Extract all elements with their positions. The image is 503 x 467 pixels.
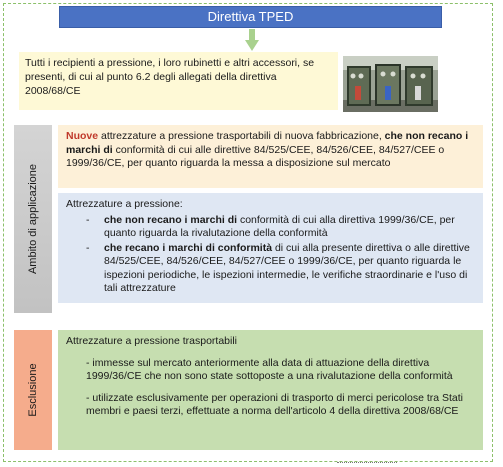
side-label-ambito <box>14 125 52 313</box>
box1-bold-1: che non recano i marchi di <box>66 130 469 156</box>
box2-item1-text: conformità di cui alla direttiva 1999/36/CE, per quanto riguarda la rivalutazione della conformità <box>104 213 455 239</box>
gas-cylinders-photo <box>343 56 438 112</box>
box2-item2-text: di cui alla presente direttiva o alle direttive 84/525/CEE, 84/526/CEE, 84/527/CEE o 1999/36/CE, per quanto riguarda le ispezioni periodiche, le ispezioni intermedie, le verifiche straordinarie e l'uso di tali attrezzature <box>104 241 470 294</box>
box2-heading: Attrezzature a pressione: <box>66 198 183 210</box>
exclusion-item-2: - utilizzate esclusivamente per operazioni di trasporto di merci pericolose tra Stati membri e paesi terzi, effettuate a norma dell'articolo 4 della direttiva 2008/68/CE <box>86 391 464 417</box>
box1-text-1: attrezzature a pressione trasportabili di nuova fabbricazione, <box>98 130 385 142</box>
side-label-esclusione-text: Esclusione <box>27 363 39 417</box>
list-item <box>86 242 475 296</box>
box3-heading: Attrezzature a pressione trasportabili <box>66 335 237 347</box>
intro-box <box>19 52 338 110</box>
scope-box-existing-equipment <box>58 193 483 303</box>
list-item <box>86 214 475 241</box>
scope-box-new-equipment <box>58 125 483 188</box>
diagram-title: Direttiva TPED <box>59 6 442 28</box>
bottom-dotted-mark <box>337 462 397 466</box>
intro-text: Tutti i recipienti a pressione, i loro rubinetti e altri accessori, se presenti, di cui al punto 6.2 degli allegati della direttiva 2008/68/CE <box>25 57 315 97</box>
side-label-esclusione <box>14 330 52 450</box>
down-arrow-icon <box>245 29 259 51</box>
side-label-ambito-text: Ambito di applicazione <box>27 163 39 275</box>
box2-item2-bold: che recano i marchi di conformità <box>104 241 273 254</box>
exclusion-item-1: - immesse sul mercato anteriormente alla data di attuazione della direttiva 1999/36/CE che non sono state sottoposte a una rivalutazione della conformità <box>86 356 453 382</box>
box2-list <box>66 214 475 296</box>
box2-item1-bold: che non recano i marchi di <box>104 213 238 226</box>
box1-text-2: conformità di cui alle direttive 84/525/CEE, 84/526/CEE, 84/527/CEE o 1999/36/CE, per quanto riguarda la messa a disposizione sul mercato <box>66 143 445 169</box>
highlight-new: Nuove <box>66 130 99 142</box>
exclusion-box <box>58 330 483 450</box>
